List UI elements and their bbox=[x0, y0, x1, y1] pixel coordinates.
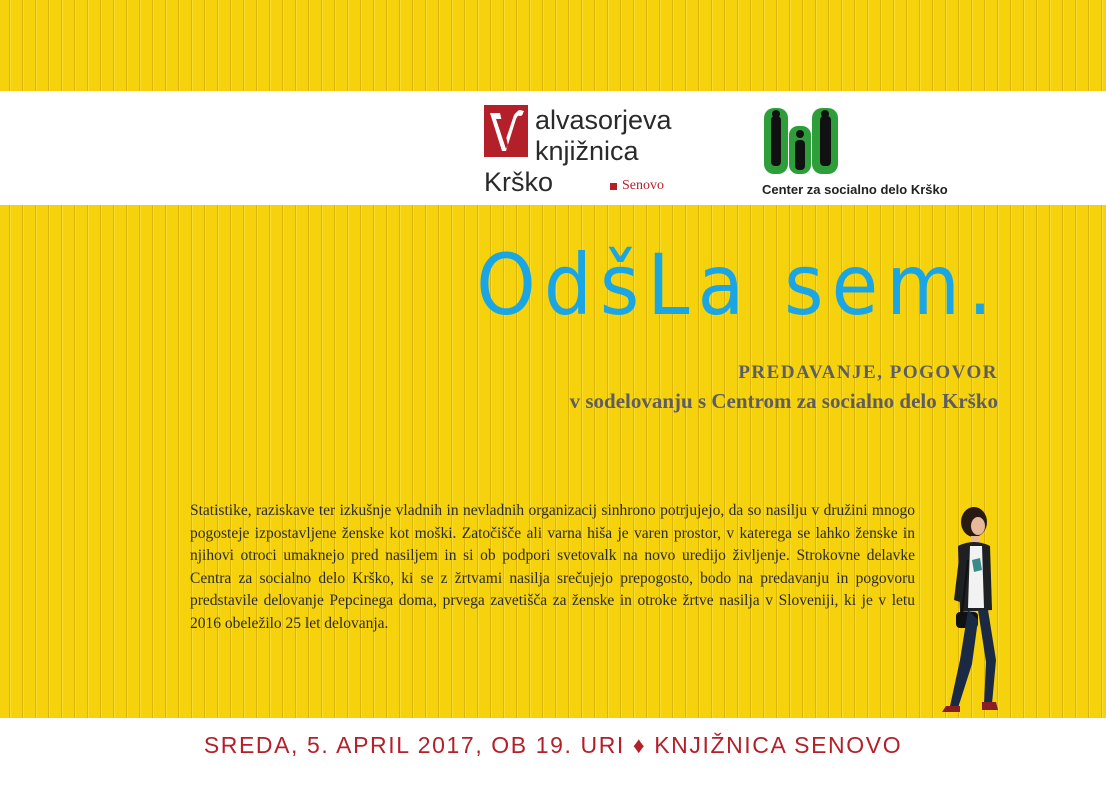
library-logo bbox=[484, 105, 694, 195]
event-date-location: SREDA, 5. APRIL 2017, OB 19. URI ♦ KNJIŽNICA SENOVO bbox=[203, 732, 903, 758]
library-name-line1: alvasorjeva bbox=[535, 105, 672, 135]
event-type: PREDAVANJE, POGOVOR bbox=[738, 362, 998, 383]
csd-caption: Center za socialno delo Krško bbox=[762, 182, 948, 197]
event-title: OdšLa sem. bbox=[476, 236, 1000, 334]
walking-woman-image bbox=[920, 500, 1010, 725]
library-v-mark-icon bbox=[484, 105, 528, 157]
branch-square-icon bbox=[610, 183, 617, 190]
library-name-line3: Krško bbox=[484, 167, 554, 197]
event-partner: v sodelovanju s Centrom za socialno delo Krško bbox=[569, 389, 998, 413]
library-branch: Senovo bbox=[622, 178, 664, 193]
event-description: Statistike, raziskave ter izkušnje vladnih in nevladnih organizacij sinhrono potrjujejo, da so nasilju v družini mnogo pogosteje izpostavljene ženske kot moški. Zatočišče ali varna hiša je varen prostor, v katerega se lahko ženske in njihovi otroci umaknejo pred nasiljem in si ob podpori svetovalk na novo uredijo življenje. Strokovne delavke Centra za socialno delo Krško, ki se z žrtvami nasilja srečujejo prepogosto, bodo na predavanju in pogovoru predstavile delovanje Pepcinega doma, prvega zavetišča za ženske in otroke žrtve nasilja v Sloveniji, ki je v letu 2016 obeležilo 25 let delovanja. bbox=[190, 502, 915, 632]
csd-family-icon bbox=[762, 106, 842, 178]
csd-logo bbox=[762, 106, 1002, 202]
library-name-line2: knjižnica bbox=[535, 136, 639, 166]
top-yellow-band bbox=[0, 0, 1106, 91]
